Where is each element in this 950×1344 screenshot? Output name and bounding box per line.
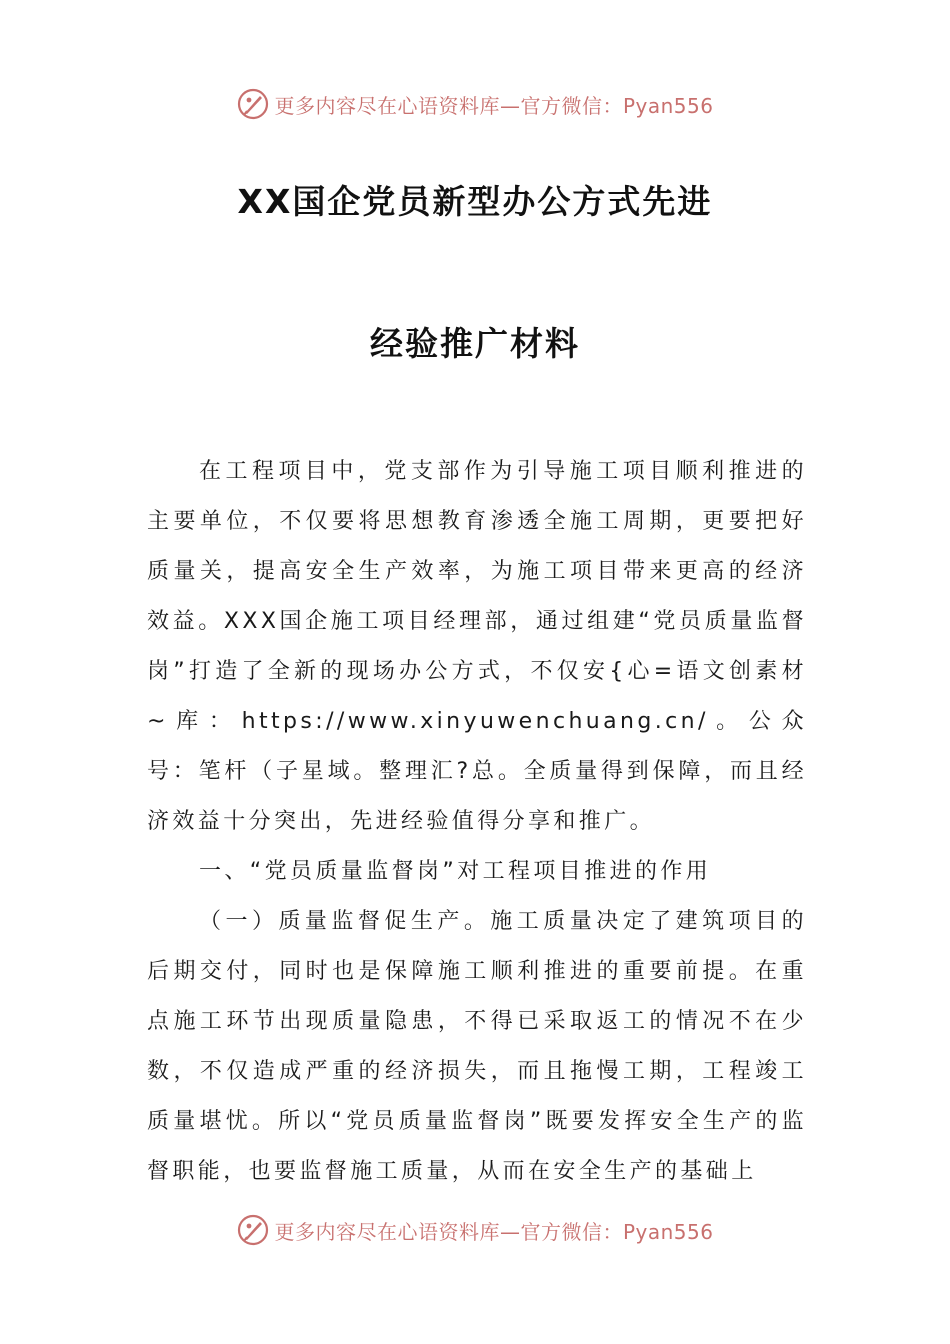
section-heading-1: 一、“党员质量监督岗”对工程项目推进的作用 xyxy=(199,859,712,884)
footer-watermark-text: 更多内容尽在心语资料库—官方微信：Pyan556 xyxy=(274,1219,714,1244)
intro-paragraph: 在工程项目中，党支部作为引导施工项目顺利推进的主要单位，不仅要将思想教育渗透全施工周期，更要把好质量关，提高安全生产效率，为施工项目带来更高的经济效益。XXX国企施工项目经理部，通过组建“党员质量监督岗”打造了全新的现场办公方式，不仅安{心=语文创素材~库：https://www.xinyuwenchuang.cn/。公众号：笔杆（子星域。整理汇?总。全质量得到保障，而且经济效益十分突出，先进经验值得分享和推广。 xyxy=(147,459,807,834)
document-title-line-1: XX国企党员新型办公方式先进 xyxy=(237,182,713,221)
subsection-paragraph-1: （一）质量监督促生产。施工质量决定了建筑项目的后期交付，同时也是保障施工顺利推进的重要前提。在重点施工环节出现质量隐患，不得已采取返工的情况不在少数，不仅造成严重的经济损失，而且拖慢工期，工程竣工质量堪忧。所以“党员质量监督岗”既要发挥安全生产的监督职能，也要监督施工质量，从而在安全生产的基础上 xyxy=(147,909,807,1184)
document-title-line-2: 经验推广材料 xyxy=(370,324,580,363)
header-watermark-banner xyxy=(0,84,950,124)
footer-watermark-banner xyxy=(0,1210,950,1250)
quill-logo-icon xyxy=(236,1213,270,1247)
quill-logo-icon xyxy=(236,87,270,121)
header-watermark-text: 更多内容尽在心语资料库—官方微信：Pyan556 xyxy=(274,93,714,118)
document-body xyxy=(147,447,807,1197)
